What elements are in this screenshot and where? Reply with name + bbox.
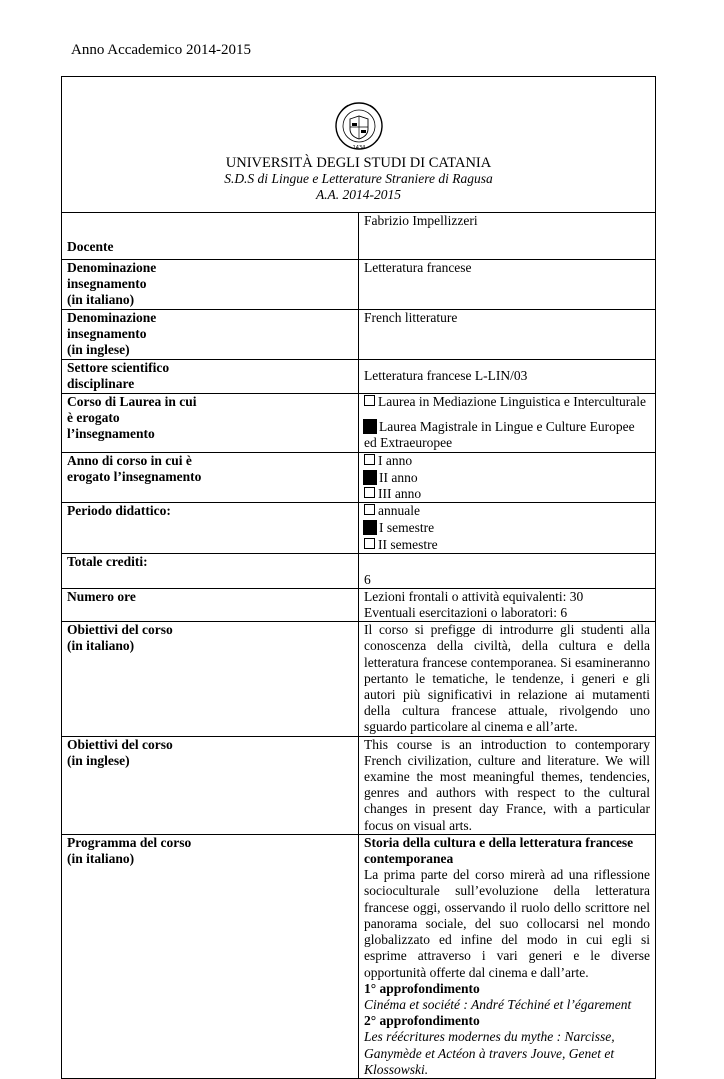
row-numero-ore	[62, 588, 656, 621]
checkbox-empty-icon[interactable]	[364, 395, 375, 406]
row-denominazione-en	[62, 310, 656, 360]
label-line: Denominazione	[67, 310, 157, 325]
label-line: (in italiano)	[67, 292, 135, 308]
value-anno-corso	[359, 452, 656, 503]
option-label: I anno	[378, 452, 413, 468]
row-obiettivi-en	[62, 736, 656, 834]
ore-lezioni: Lezioni frontali o attività equivalenti: 30	[364, 588, 584, 604]
programma-title: Storia della cultura e della letteratura francese contemporanea	[364, 834, 634, 867]
row-obiettivi-it	[62, 622, 656, 736]
option-i-anno[interactable]	[364, 453, 650, 469]
label-line: Obiettivi del corso	[67, 622, 173, 638]
checkbox-empty-icon[interactable]	[364, 538, 375, 549]
option-label: Laurea Magistrale in Lingue e Culture Europee ed Extraeuropee	[364, 419, 635, 451]
option-label: annuale	[378, 503, 420, 519]
checkbox-empty-icon[interactable]	[364, 504, 375, 515]
approfondimento-2-title: 2° approfondimento	[364, 1013, 480, 1029]
label-line: Corso di Laurea in cui	[67, 394, 197, 409]
option-label: II anno	[379, 469, 418, 485]
label-denominazione-en	[62, 310, 359, 360]
label-docente: Docente	[62, 213, 359, 260]
label-line: insegnamento	[67, 326, 147, 342]
option-laurea-magistrale[interactable]	[364, 418, 650, 451]
option-label: III anno	[378, 486, 422, 502]
department-name: S.D.S di Lingue e Letterature Straniere di Ragusa	[224, 171, 493, 187]
label-line: Settore scientifico	[67, 360, 170, 375]
institution-header	[62, 77, 656, 213]
label-periodo: Periodo didattico:	[62, 503, 359, 554]
checkbox-checked-icon[interactable]	[364, 471, 376, 484]
label-obiettivi-en	[62, 736, 359, 834]
course-name-it: Letteratura francese	[364, 260, 472, 275]
label-line: disciplinare	[67, 376, 135, 392]
seal-year: 1434	[352, 145, 365, 151]
academic-year-header: Anno Accademico 2014-2015	[71, 42, 251, 58]
label-settore	[62, 360, 359, 394]
value-corso-laurea	[359, 394, 656, 453]
option-annuale[interactable]	[364, 503, 650, 519]
label-line: (in italiano)	[67, 851, 135, 867]
label-denominazione-it	[62, 260, 359, 310]
option-iii-anno[interactable]	[364, 486, 650, 502]
approfondimento-1-title: 1° approfondimento	[364, 980, 480, 996]
label-line: insegnamento	[67, 276, 147, 292]
checkbox-empty-icon[interactable]	[364, 454, 375, 465]
label-obiettivi-it	[62, 622, 359, 736]
checkbox-checked-icon[interactable]	[364, 521, 376, 534]
row-corso-laurea	[62, 394, 656, 453]
university-seal-icon	[334, 99, 384, 153]
option-label: I semestre	[379, 520, 435, 536]
option-label: II semestre	[378, 536, 438, 552]
option-i-semestre[interactable]	[364, 519, 650, 536]
row-settore	[62, 360, 656, 394]
row-programma	[62, 834, 656, 1078]
docente-name: Fabrizio Impellizzeri	[364, 213, 478, 228]
label-line: l’insegnamento	[67, 426, 155, 442]
option-label: Laurea in Mediazione Linguistica e Interculturale	[378, 394, 647, 409]
label-programma	[62, 834, 359, 1078]
row-crediti	[62, 553, 656, 588]
academic-year-label: A.A. 2014-2015	[315, 187, 402, 203]
course-name-en: French litterature	[364, 310, 458, 325]
label-line: erogato l’insegnamento	[67, 468, 202, 484]
value-numero-ore	[359, 588, 656, 621]
label-numero-ore: Numero ore	[62, 588, 359, 621]
value-denominazione-it	[359, 260, 656, 310]
label-line: è erogato	[67, 410, 120, 426]
value-obiettivi-en: This course is an introduction to contemporary French civilization, culture and literature. We will examine the most meaningful themes, tendencies, genres and authors with respect to the cultural changes in present day France, with a particular focus on visual arts.	[359, 736, 656, 834]
ore-esercitazioni: Eventuali esercitazioni o laboratori: 6	[364, 605, 568, 621]
label-anno-corso	[62, 452, 359, 503]
option-ii-semestre[interactable]	[364, 537, 650, 553]
approfondimento-2-text: Les réécritures modernes du mythe : Narcisse, Ganymède et Actéon à travers Jouve, Genet et Klossowski.	[364, 1029, 615, 1077]
row-denominazione-it	[62, 260, 656, 310]
value-settore	[359, 360, 656, 394]
programma-intro: La prima parte del corso mirerà ad una riflessione socioculturale sull’evoluzione della letteratura francese oggi, osservando il ruolo dello scrittore nel panorama sociale, del suo collocarsi nel mondo globalizzato ed infine del modo in cui egli si esprime attraverso i vari generi e le diverse opportunità offerte dal cinema e dall’arte.	[364, 867, 650, 980]
label-line: Obiettivi del corso	[67, 736, 173, 752]
value-denominazione-en	[359, 310, 656, 360]
course-sheet-table	[61, 76, 656, 1079]
value-periodo	[359, 503, 656, 554]
value-crediti	[359, 553, 656, 588]
label-corso-laurea	[62, 394, 359, 453]
label-crediti: Totale crediti:	[62, 553, 359, 588]
label-line: Denominazione	[67, 260, 157, 275]
option-ii-anno[interactable]	[364, 469, 650, 486]
checkbox-empty-icon[interactable]	[364, 487, 375, 498]
label-line: Programma del corso	[67, 834, 192, 850]
settore-code: Letteratura francese L-LIN/03	[364, 368, 528, 384]
row-periodo	[62, 503, 656, 554]
label-line: Anno di corso in cui è	[67, 452, 192, 468]
label-line: (in italiano)	[67, 638, 135, 654]
label-line: (in inglese)	[67, 752, 130, 768]
checkbox-checked-icon[interactable]	[364, 420, 376, 433]
row-docente	[62, 213, 656, 260]
option-laurea-triennale[interactable]	[364, 394, 650, 410]
university-name: UNIVERSITÀ DEGLI STUDI DI CATANIA	[225, 155, 492, 171]
crediti-value: 6	[364, 571, 371, 587]
row-anno-corso	[62, 452, 656, 503]
label-line: (in inglese)	[67, 342, 130, 358]
value-obiettivi-it: Il corso si prefigge di introdurre gli studenti alla conoscenza della civiltà, della cultura e della letteratura francese contemporanea. Si esamineranno pertanto le tematiche, le tendenze, i generi e gli autori più significativi in relazione ai mutamenti della cultura francese attuale, rivolgendo uno sguardo particolare al cinema e all’arte.	[359, 622, 656, 736]
header-row	[62, 77, 656, 213]
approfondimento-1-text: Cinéma et société : André Téchiné et l’égarement	[364, 996, 632, 1012]
value-programma	[359, 834, 656, 1078]
value-docente	[359, 213, 656, 260]
